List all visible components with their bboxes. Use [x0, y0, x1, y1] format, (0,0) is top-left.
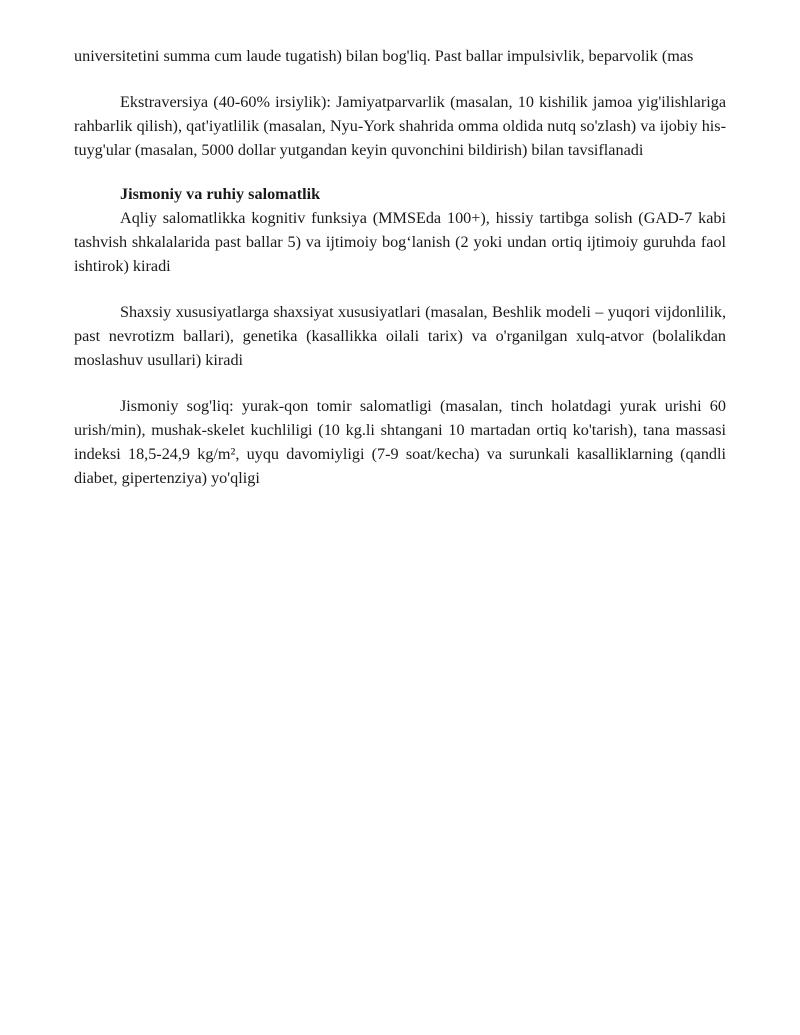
paragraph-extraversion: Ekstraversiya (40-60% irsiylik): Jamiyatparvarlik (masalan, 10 kishilik jamoa yig'ilishlariga rahbarlik qilish), qat'iyatlilik (masalan, Nyu-York shahrida omma oldida nutq so'zlash) va ijobiy his-tuyg'ular (masalan, 5000 dollar yutgandan keyin quvonchini bildirish) bilan tavsiflanadi: [74, 93, 726, 159]
paragraph-physical-health: Jismoniy sog'liq: yurak-qon tomir salomatligi (masalan, tinch holatdagi yurak urishi 60 urish/min), mushak-skelet kuchliligi (10 kg.li shtangani 10 martadan ortiq ko'tarish), tana massasi indeksi 18,5-24,9 kg/m², uyqu davomiyligi (7-9 soat/kecha) va surunkali kasalliklarning (qandli diabet, gipertenziya) yo'qligi: [74, 397, 726, 487]
paragraph-personal-traits: Shaxsiy xususiyatlarga shaxsiyat xususiyatlari (masalan, Beshlik modeli – yuqori vijdonlilik, past nevrotizm ballari), genetika (kasallikka oilali tarix) va o'rganilgan xulq-atvor (bolalikdan moslashuv usullari) kiradi: [74, 303, 726, 369]
paragraph-continuation: universitetini summa cum laude tugatish) bilan bog'liq. Past ballar impulsivlik, beparvolik (mas: [74, 47, 694, 65]
section-heading: Jismoniy va ruhiy salomatlik: [120, 185, 321, 203]
paragraph-mental-health: Aqliy salomatlikka kognitiv funksiya (MMSEda 100+), hissiy tartibga solish (GAD-7 kabi tashvish shkalalarida past ballar 5) va ijtimoiy bog‘lanish (2 yoki undan ortiq ijtimoiy guruhda faol ishtirok) kiradi: [74, 209, 726, 275]
document-page: [74, 44, 726, 490]
